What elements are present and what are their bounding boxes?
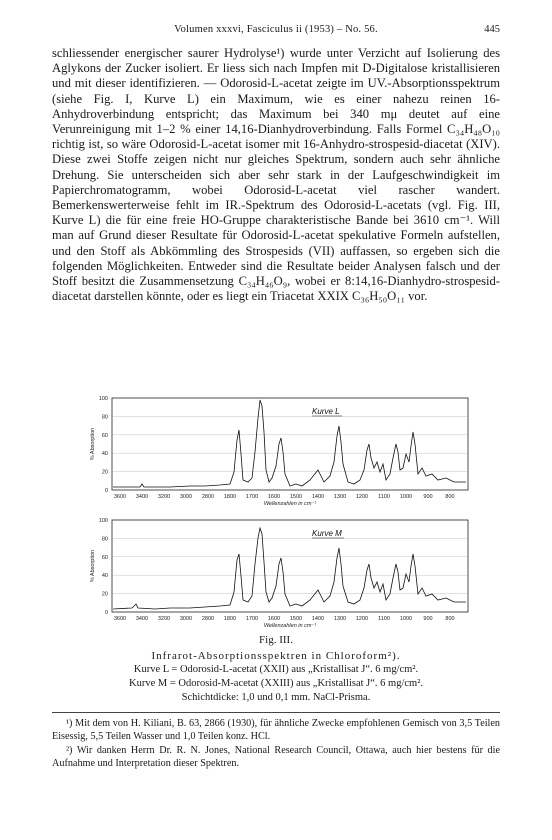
- body-text: [52, 46, 500, 304]
- x-tick-m-12: 1100: [378, 616, 390, 622]
- y-tick-l-2: 60: [101, 432, 108, 439]
- y-axis-label-l: % Absorption: [90, 427, 96, 461]
- y-tick-l-4: 20: [101, 469, 108, 476]
- figure-title: Infrarot-Absorptionsspektren in Chloroform²).: [151, 650, 401, 662]
- running-header: [52, 24, 500, 40]
- y-tick-m-4: 20: [101, 591, 108, 598]
- figure-caption-thickness: Schichtdicke: 1,0 und 0,1 mm. NaCl-Prisma.: [181, 692, 371, 703]
- x-tick-l-9: 1400: [311, 494, 325, 500]
- figure-caption-curve-l: Kurve L = Odorosid-L-acetat (XXII) aus „Kristallisat J“. 6 mg/cm².: [133, 664, 419, 675]
- x-ticks-l: [114, 494, 455, 500]
- x-tick-m-13: 1000: [399, 616, 413, 622]
- page-number: 445: [484, 24, 500, 35]
- x-tick-m-5: 1800: [223, 616, 237, 622]
- x-tick-l-10: 1300: [333, 494, 347, 500]
- footnote-1: ¹) Mit dem von H. Kiliani, B. 63, 2866 (1930), für ähnliche Zwecke empfohlenen Gemisch von 3,5 Teilen Eisessig, 5,5 Teilen Wasser und 1,0 Teilen konz. HCl.: [52, 718, 500, 742]
- x-tick-m-2: 3200: [157, 616, 171, 622]
- x-tick-l-2: 3200: [157, 494, 171, 500]
- panel-m: [90, 518, 468, 629]
- curve-label-l: Kurve L: [312, 407, 340, 416]
- y-tick-m-2: 60: [101, 554, 108, 561]
- x-tick-l-11: 1200: [355, 494, 369, 500]
- x-tick-m-8: 1500: [289, 616, 303, 622]
- y-tick-m-5: 0: [104, 610, 108, 616]
- y-tick-l-1: 80: [101, 414, 108, 421]
- y-tick-l-5: 0: [104, 488, 108, 494]
- x-tick-m-11: 1200: [355, 616, 369, 622]
- x-tick-m-4: 2800: [201, 616, 215, 622]
- x-tick-l-7: 1600: [267, 494, 281, 500]
- running-title: Volumen xxxvi, Fasciculus ii (1953) – No. 56.: [174, 24, 378, 35]
- x-tick-m-10: 1300: [333, 616, 347, 622]
- x-tick-m-0: 3600: [113, 616, 127, 622]
- y-tick-m-1: 80: [101, 536, 108, 543]
- y-tick-l-3: 40: [101, 451, 108, 458]
- x-tick-l-15: 800: [445, 494, 455, 500]
- x-tick-l-6: 1700: [245, 494, 259, 500]
- x-tick-l-3: 3000: [179, 494, 193, 500]
- x-tick-l-1: 3400: [135, 494, 149, 500]
- x-tick-m-15: 800: [445, 616, 455, 622]
- x-tick-m-9: 1400: [311, 616, 325, 622]
- x-tick-l-5: 1800: [223, 494, 237, 500]
- x-tick-l-8: 1500: [289, 494, 303, 500]
- panel-l: [90, 396, 468, 507]
- spectrum-curve-l: [113, 400, 466, 487]
- x-tick-m-1: 3400: [135, 616, 149, 622]
- x-ticks-m: [114, 616, 455, 622]
- y-tick-m-3: 40: [101, 573, 108, 580]
- ir-spectra-figure: [80, 392, 480, 630]
- y-axis-label-m: % Absorption: [90, 549, 96, 583]
- x-tick-m-14: 900: [423, 616, 433, 622]
- x-tick-m-6: 1700: [245, 616, 259, 622]
- x-axis-label-m: Wellenzahlen in cm⁻¹: [263, 623, 317, 629]
- x-tick-l-12: 1100: [378, 494, 390, 500]
- x-axis-label-l: Wellenzahlen in cm⁻¹: [263, 501, 317, 507]
- x-tick-m-3: 3000: [179, 616, 193, 622]
- footnotes: [52, 712, 500, 771]
- footnote-2: ²) Wir danken Herrn Dr. R. N. Jones, National Research Council, Ottawa, auch hier bestens für die Aufnahme und Interpretation dieser Spektren.: [52, 745, 500, 769]
- body-paragraph: schliessender energischer saurer Hydrolyse¹) wurde unter Verzicht auf Isolierung des Aglykons der Zucker isoliert. Er liess sich nach Impfen mit D-Digitalose kristallisieren und mit dieser identifizieren. — Odorosid-L-acetat zeigte im UV.-Absorptionsspektrum (siehe Fig. I, Kurve L) ein Maximum, wie es einer nahezu reinen 16-Anhydroverbindung entspricht; das Maximum bei 340 mμ deutet auf eine Verunreinigung mit 1–2 % einer 14,16-Dianhydroverbindung. Falls Formel C₃₄H₄₈O₁₀ richtig ist, so wäre Odorosid-L-acetat isomer mit 16-Anhydro-strospesid-diacetat (XIV). Diese zwei Stoffe zeigen nicht nur gleiches Spektrum, sondern auch sehr ähnliche Drehung. Sie unterscheiden sich aber sehr stark in der Laufgeschwindigkeit im Papierchromatogramm, wobei Odorosid-L-acetat viel rascher wandert. Bemerkenswerterweise fehlt im IR.-Spektrum des Odorosid-L-acetats (vgl. Fig. III, Kurve L) die für eine freie HO-Gruppe charakteristische Bande bei 3610 cm⁻¹. Will man auf Grund dieser Resultate für Odorosid-L-acetat spekulative Formeln aufstellen, und den Stoff als Abkömmling des Strospesids (VII) auffassen, so ergeben sich die folgenden Möglichkeiten. Entweder sind die Resultate beider Analysen falsch und der Stoff besitzt die Zusammensetzung C₃₄H₄₆O₉, wobei er 8:14,16-Dianhydro-strospesid-diacetat darstellen könnte, oder es liegt ein Triacetat XXIX C₃₆H₅₀O₁₁ vor.: [52, 46, 500, 304]
- spectra-svg: [80, 392, 480, 630]
- y-tick-l-0: 100: [98, 396, 108, 402]
- figure-label: Fig. III.: [259, 634, 293, 646]
- figure-caption-curve-m: Kurve M = Odorosid-M-acetat (XXIII) aus „Kristallisat J“. 6 mg/cm².: [129, 678, 423, 689]
- x-tick-l-14: 900: [423, 494, 433, 500]
- x-tick-l-0: 3600: [113, 494, 127, 500]
- curve-label-m: Kurve M: [312, 529, 342, 538]
- x-tick-l-4: 2800: [201, 494, 215, 500]
- x-tick-m-7: 1600: [267, 616, 281, 622]
- x-tick-l-13: 1000: [399, 494, 413, 500]
- y-tick-m-0: 100: [98, 518, 108, 524]
- spectrum-curve-m: [113, 528, 466, 609]
